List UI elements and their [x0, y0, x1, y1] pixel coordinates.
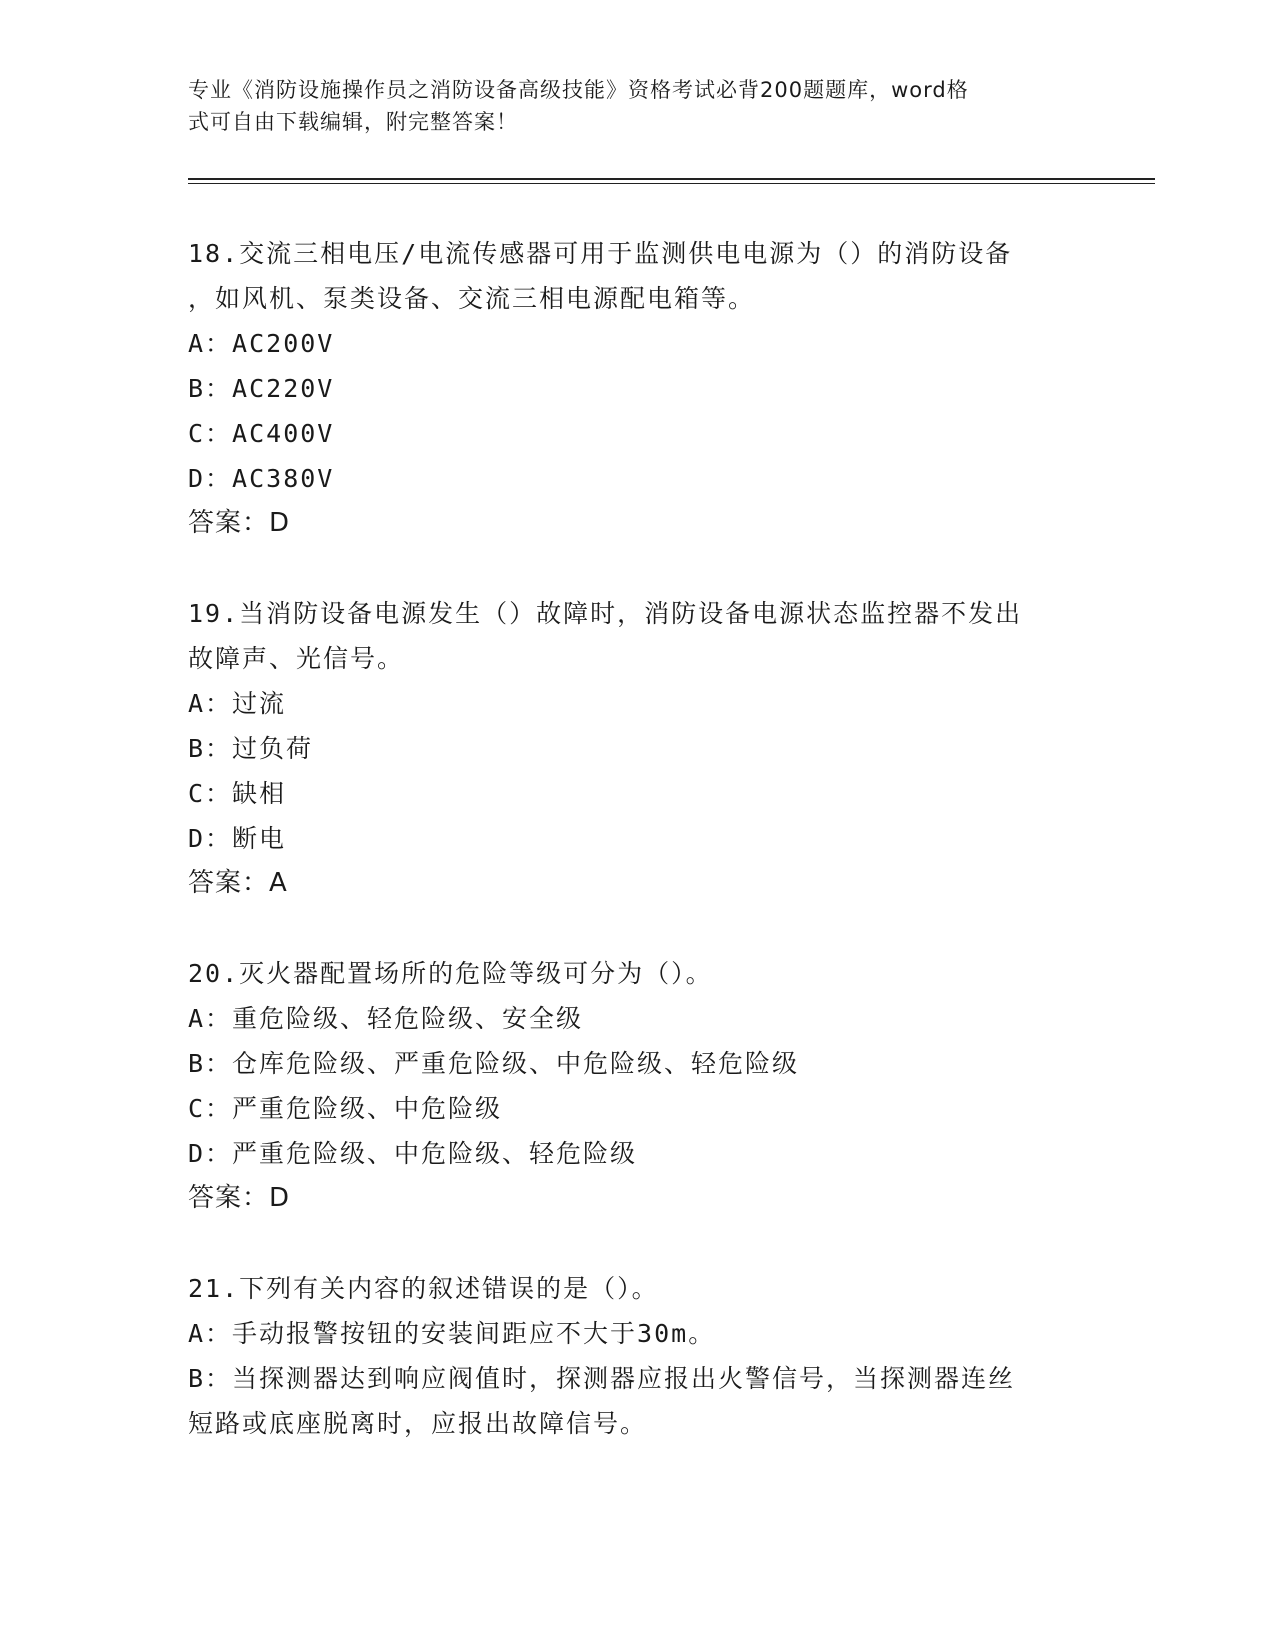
option-a: A：过流 — [188, 689, 287, 718]
option-b: B：过负荷 — [188, 734, 314, 763]
option-c: C：严重危险级、中危险级 — [188, 1094, 503, 1123]
option-a: A：AC200V — [188, 329, 335, 358]
question-list — [188, 231, 1088, 1491]
answer: 答案：D — [188, 508, 291, 538]
question-18 — [188, 231, 1088, 546]
document-header — [188, 74, 1068, 138]
option-d: D：严重危险级、中危险级、轻危险级 — [188, 1139, 638, 1168]
question-21 — [188, 1266, 1088, 1446]
option-b: B：AC220V — [188, 374, 335, 403]
question-20 — [188, 951, 1088, 1221]
header-divider-thick — [188, 178, 1155, 180]
option-b: B：仓库危险级、严重危险级、中危险级、轻危险级 — [188, 1049, 800, 1078]
header-divider-thin — [188, 183, 1155, 184]
question-text: 18.交流三相电压/电流传感器可用于监测供电电源为（）的消防设备 — [188, 239, 1013, 268]
option-b-continued: 短路或底座脱离时，应报出故障信号。 — [188, 1409, 648, 1438]
header-line-2: 式可自由下载编辑，附完整答案！ — [188, 110, 518, 134]
option-d: D：断电 — [188, 824, 287, 853]
option-b: B：当探测器达到响应阀值时，探测器应报出火警信号，当探测器连丝 — [188, 1364, 1016, 1393]
question-text: 19.当消防设备电源发生（）故障时，消防设备电源状态监控器不发出 — [188, 599, 1023, 628]
answer: 答案：A — [188, 868, 288, 898]
question-text-continued: ，如风机、泵类设备、交流三相电源配电箱等。 — [188, 284, 756, 313]
answer: 答案：D — [188, 1183, 291, 1213]
option-d: D：AC380V — [188, 464, 335, 493]
option-c: C：AC400V — [188, 419, 335, 448]
question-text-continued: 故障声、光信号。 — [188, 644, 405, 673]
option-a: A：重危险级、轻危险级、安全级 — [188, 1004, 584, 1033]
header-line-1: 专业《消防设施操作员之消防设备高级技能》资格考试必背200题题库，word格 — [188, 78, 969, 102]
question-19 — [188, 591, 1088, 906]
option-c: C：缺相 — [188, 779, 287, 808]
question-text: 20.灭火器配置场所的危险等级可分为（）。 — [188, 959, 713, 988]
question-text: 21.下列有关内容的叙述错误的是（）。 — [188, 1274, 659, 1303]
option-a: A：手动报警按钮的安装间距应不大于30m。 — [188, 1319, 716, 1348]
